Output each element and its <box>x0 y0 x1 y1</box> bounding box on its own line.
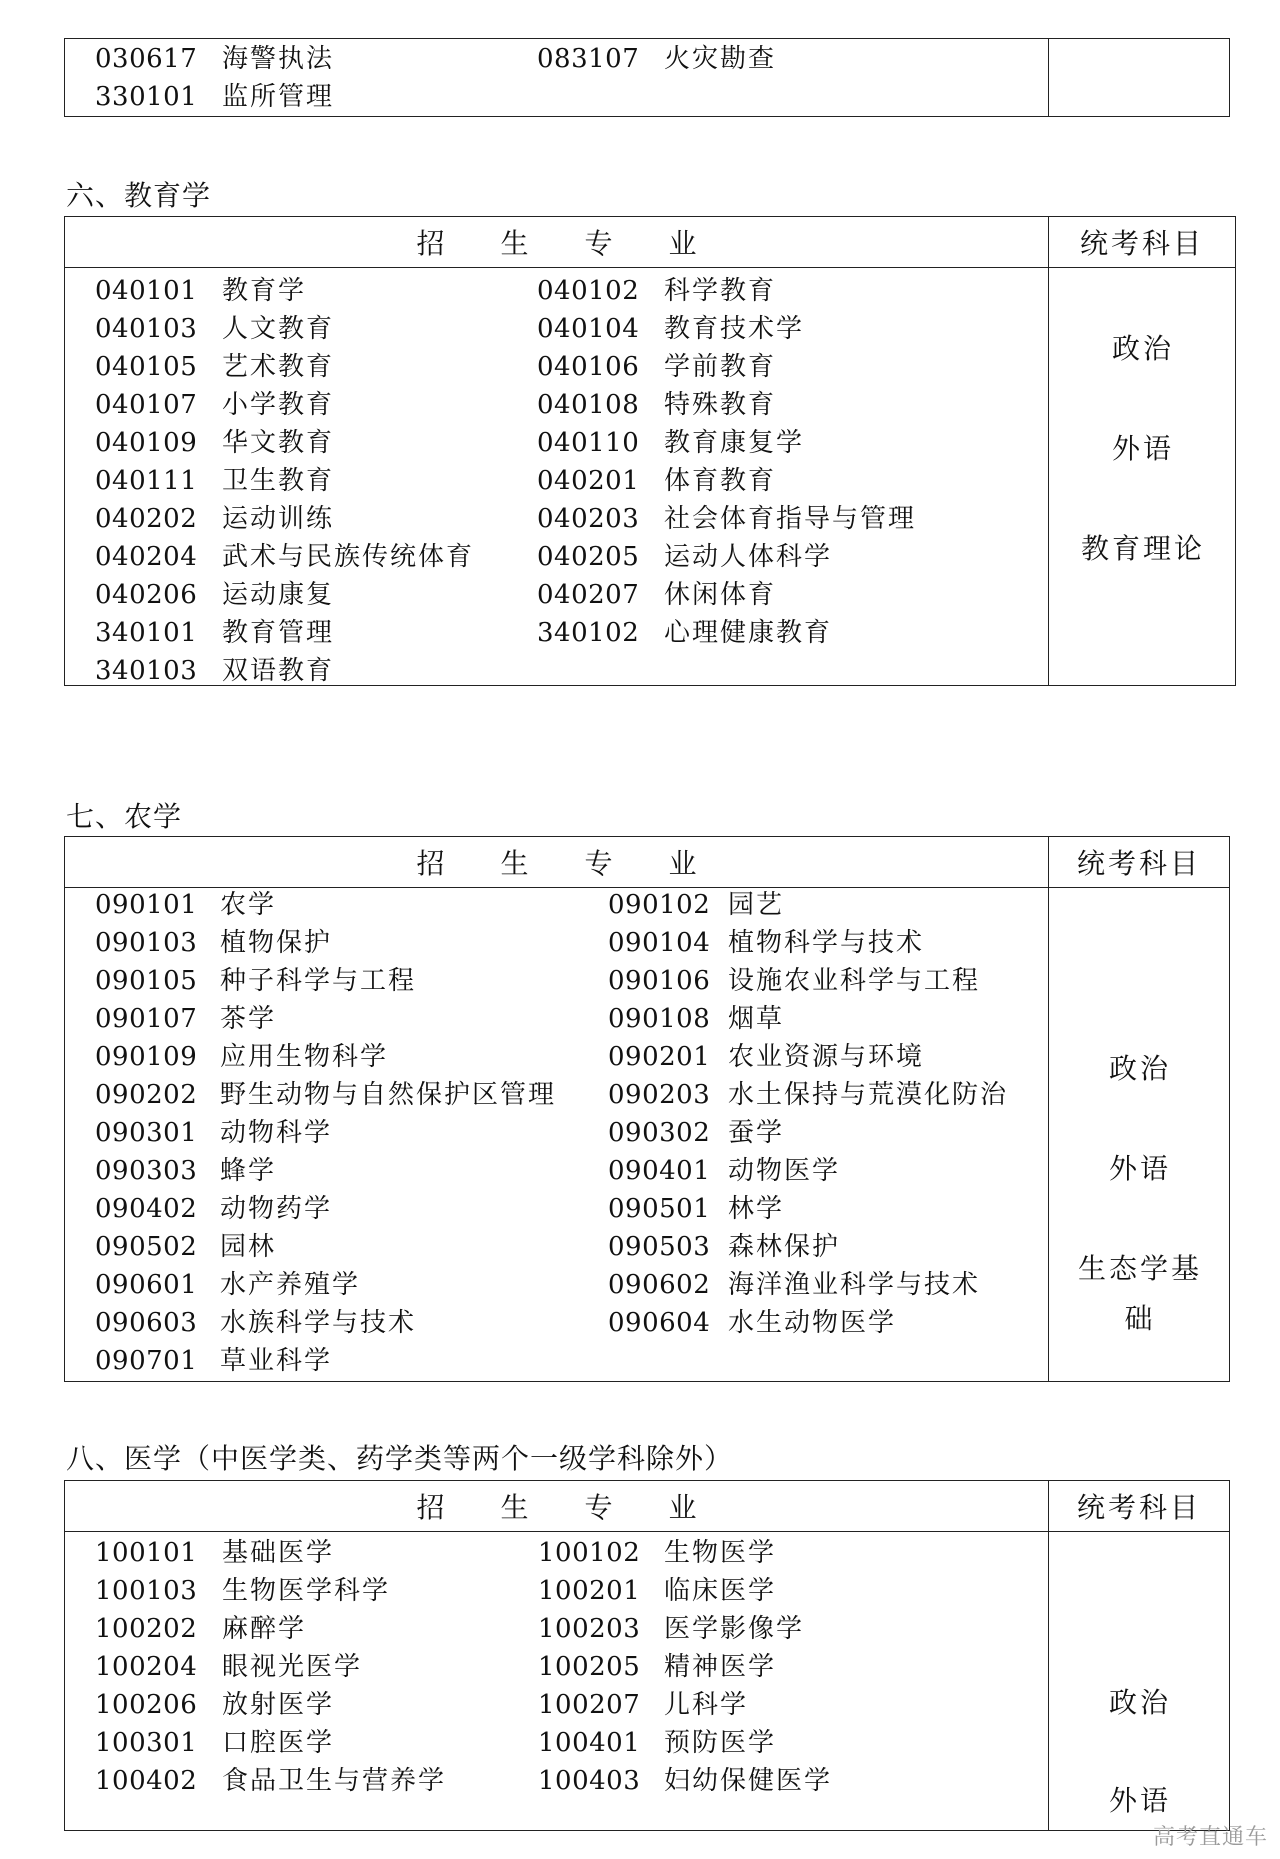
table-row <box>95 272 1035 310</box>
major-name: 水生动物医学 <box>728 1308 897 1338</box>
major-code: 090603 <box>95 1308 198 1338</box>
table-education <box>64 216 1236 686</box>
major-code: 100205 <box>538 1652 641 1682</box>
major-name: 放射医学 <box>222 1690 335 1720</box>
table-row <box>95 614 1035 652</box>
major-name: 监所管理 <box>222 82 335 112</box>
major-name: 社会体育指导与管理 <box>664 504 917 534</box>
major-name: 儿科学 <box>664 1690 749 1720</box>
section-title-agriculture: 七、农学 <box>66 800 183 833</box>
table-row <box>95 386 1035 424</box>
major-code: 090108 <box>608 1004 711 1034</box>
major-code: 090503 <box>608 1232 711 1262</box>
section-title-education: 六、教育学 <box>66 179 212 212</box>
major-code: 100103 <box>95 1576 198 1606</box>
major-name: 生物医学科学 <box>222 1576 391 1606</box>
column-divider <box>1048 1481 1049 1830</box>
subject-ecology-basics: 生态学基 <box>1077 1252 1202 1285</box>
major-name: 运动康复 <box>222 580 335 610</box>
major-code: 090602 <box>608 1270 711 1300</box>
table-row <box>95 78 1035 116</box>
major-name: 食品卫生与营养学 <box>222 1766 447 1796</box>
major-code: 090107 <box>95 1004 198 1034</box>
major-code: 040205 <box>537 542 640 572</box>
major-code: 040102 <box>537 276 640 306</box>
major-name: 基础医学 <box>222 1538 335 1568</box>
major-code: 040101 <box>95 276 198 306</box>
major-name: 武术与民族传统体育 <box>222 542 475 572</box>
major-code: 090101 <box>95 890 198 920</box>
major-name: 教育康复学 <box>664 428 805 458</box>
major-code: 090501 <box>608 1194 711 1224</box>
major-code: 040110 <box>537 428 640 458</box>
major-code: 090201 <box>608 1042 711 1072</box>
major-name: 海洋渔业科学与技术 <box>728 1270 981 1300</box>
table-row <box>95 1572 1035 1610</box>
major-name: 人文教育 <box>222 314 335 344</box>
major-code: 040207 <box>537 580 640 610</box>
major-name: 特殊教育 <box>664 390 777 420</box>
major-name: 农业资源与环境 <box>728 1042 925 1072</box>
table-row <box>95 1342 1035 1380</box>
column-divider <box>1048 217 1049 685</box>
major-code: 040111 <box>95 466 198 496</box>
table-row <box>95 538 1035 576</box>
major-name: 植物科学与技术 <box>728 928 925 958</box>
major-code: 090203 <box>608 1080 711 1110</box>
table-agriculture <box>64 836 1230 1382</box>
table-row <box>95 1266 1035 1304</box>
major-code: 090106 <box>608 966 711 996</box>
major-code: 090202 <box>95 1080 198 1110</box>
major-code: 100207 <box>538 1690 641 1720</box>
major-code: 090302 <box>608 1118 711 1148</box>
table-row <box>95 1038 1035 1076</box>
major-name: 农学 <box>220 890 277 920</box>
major-name: 园艺 <box>728 890 785 920</box>
major-name: 预防医学 <box>664 1728 777 1758</box>
major-code: 040206 <box>95 580 198 610</box>
major-code: 090103 <box>95 928 198 958</box>
major-name: 临床医学 <box>664 1576 777 1606</box>
table-row <box>95 424 1035 462</box>
table-row <box>95 40 1035 78</box>
table-row <box>95 348 1035 386</box>
subject-politics: 政治 <box>1108 1686 1171 1719</box>
major-name: 体育教育 <box>664 466 777 496</box>
major-name: 种子科学与工程 <box>220 966 417 996</box>
header-major: 招生专业 <box>416 227 753 260</box>
table-row <box>95 652 1035 690</box>
table-row <box>95 886 1035 924</box>
major-code: 100102 <box>538 1538 641 1568</box>
major-name: 麻醉学 <box>222 1614 307 1644</box>
table-row <box>95 924 1035 962</box>
watermark: 高考直通车 <box>1152 1825 1268 1850</box>
major-name: 森林保护 <box>728 1232 841 1262</box>
subject-politics: 政治 <box>1111 332 1174 365</box>
major-code: 040106 <box>537 352 640 382</box>
table-row <box>95 310 1035 348</box>
major-code: 100301 <box>95 1728 198 1758</box>
major-name: 应用生物科学 <box>220 1042 389 1072</box>
table-medicine <box>64 1480 1230 1831</box>
major-name: 火灾勘查 <box>664 44 777 74</box>
major-code: 090102 <box>608 890 711 920</box>
table-header <box>65 837 1229 888</box>
major-name: 艺术教育 <box>222 352 335 382</box>
major-name: 植物保护 <box>220 928 333 958</box>
table-row <box>95 1648 1035 1686</box>
table-row <box>95 1610 1035 1648</box>
major-code: 330101 <box>95 82 198 112</box>
subject-foreign-language: 外语 <box>1108 1784 1171 1817</box>
table-header <box>65 1481 1229 1532</box>
major-name: 海警执法 <box>222 44 335 74</box>
major-name: 休闲体育 <box>664 580 777 610</box>
major-name: 水产养殖学 <box>220 1270 361 1300</box>
major-name: 动物科学 <box>220 1118 333 1148</box>
major-code: 090301 <box>95 1118 198 1148</box>
header-subjects: 统考科目 <box>1076 847 1201 880</box>
major-name: 医学影像学 <box>664 1614 805 1644</box>
major-code: 100204 <box>95 1652 198 1682</box>
major-code: 100402 <box>95 1766 198 1796</box>
table-row <box>95 1190 1035 1228</box>
major-code: 100201 <box>538 1576 641 1606</box>
table-row <box>95 576 1035 614</box>
major-code: 100202 <box>95 1614 198 1644</box>
major-name: 心理健康教育 <box>664 618 833 648</box>
table-row <box>95 1000 1035 1038</box>
major-code: 040108 <box>537 390 640 420</box>
major-name: 烟草 <box>728 1004 785 1034</box>
table-row <box>95 962 1035 1000</box>
major-name: 野生动物与自然保护区管理 <box>220 1080 557 1110</box>
major-code: 090104 <box>608 928 711 958</box>
table-row <box>95 1534 1035 1572</box>
table-row <box>95 1304 1035 1342</box>
major-code: 090601 <box>95 1270 198 1300</box>
major-code: 340101 <box>95 618 198 648</box>
table-row <box>95 1076 1035 1114</box>
major-name: 草业科学 <box>220 1346 333 1376</box>
major-code: 090303 <box>95 1156 198 1186</box>
major-name: 教育学 <box>222 276 307 306</box>
table-header <box>65 217 1235 268</box>
major-name: 园林 <box>220 1232 277 1262</box>
major-name: 蚕学 <box>728 1118 785 1148</box>
major-code: 090105 <box>95 966 198 996</box>
subject-foreign-language: 外语 <box>1111 432 1174 465</box>
column-divider <box>1048 837 1049 1381</box>
major-name: 设施农业科学与工程 <box>728 966 981 996</box>
major-code: 100203 <box>538 1614 641 1644</box>
major-name: 教育技术学 <box>664 314 805 344</box>
table-row <box>95 1114 1035 1152</box>
table-row <box>95 1686 1035 1724</box>
major-name: 华文教育 <box>222 428 335 458</box>
section-title-medicine: 八、医学（中医学类、药学类等两个一级学科除外） <box>66 1442 734 1475</box>
major-code: 090502 <box>95 1232 198 1262</box>
major-name: 茶学 <box>220 1004 277 1034</box>
major-code: 090402 <box>95 1194 198 1224</box>
subject-politics: 政治 <box>1108 1052 1171 1085</box>
major-code: 040203 <box>537 504 640 534</box>
column-divider <box>1048 39 1049 116</box>
major-code: 090401 <box>608 1156 711 1186</box>
subject-education-theory: 教育理论 <box>1080 532 1205 565</box>
major-code: 030617 <box>95 44 198 74</box>
major-name: 动物医学 <box>728 1156 841 1186</box>
header-subjects: 统考科目 <box>1076 1491 1201 1524</box>
major-name: 蜂学 <box>220 1156 277 1186</box>
major-name: 教育管理 <box>222 618 335 648</box>
header-major: 招生专业 <box>416 1491 753 1524</box>
subject-ecology-basics-cont: 础 <box>1124 1302 1156 1335</box>
major-code: 040104 <box>537 314 640 344</box>
major-name: 妇幼保健医学 <box>664 1766 833 1796</box>
major-name: 小学教育 <box>222 390 335 420</box>
major-name: 动物药学 <box>220 1194 333 1224</box>
header-subjects: 统考科目 <box>1079 227 1204 260</box>
table-row <box>95 500 1035 538</box>
major-code: 100401 <box>538 1728 641 1758</box>
major-code: 040202 <box>95 504 198 534</box>
major-code: 040204 <box>95 542 198 572</box>
major-name: 双语教育 <box>222 656 335 686</box>
major-code: 090109 <box>95 1042 198 1072</box>
major-code: 340103 <box>95 656 198 686</box>
table-row <box>95 1152 1035 1190</box>
major-name: 学前教育 <box>664 352 777 382</box>
table-prev <box>64 38 1230 117</box>
major-code: 040109 <box>95 428 198 458</box>
major-code: 090604 <box>608 1308 711 1338</box>
major-name: 水族科学与技术 <box>220 1308 417 1338</box>
major-code: 100101 <box>95 1538 198 1568</box>
table-row <box>95 1762 1035 1800</box>
major-name: 卫生教育 <box>222 466 335 496</box>
header-major: 招生专业 <box>416 847 753 880</box>
major-code: 340102 <box>537 618 640 648</box>
major-name: 水土保持与荒漠化防治 <box>728 1080 1009 1110</box>
major-name: 口腔医学 <box>222 1728 335 1758</box>
table-row <box>95 462 1035 500</box>
major-code: 040105 <box>95 352 198 382</box>
major-name: 生物医学 <box>664 1538 777 1568</box>
major-name: 运动人体科学 <box>664 542 833 572</box>
major-code: 083107 <box>537 44 640 74</box>
major-code: 090701 <box>95 1346 198 1376</box>
major-name: 科学教育 <box>664 276 777 306</box>
major-code: 100403 <box>538 1766 641 1796</box>
table-row <box>95 1724 1035 1762</box>
major-code: 040107 <box>95 390 198 420</box>
major-name: 林学 <box>728 1194 785 1224</box>
major-name: 精神医学 <box>664 1652 777 1682</box>
major-name: 运动训练 <box>222 504 335 534</box>
major-code: 040201 <box>537 466 640 496</box>
major-code: 100206 <box>95 1690 198 1720</box>
major-name: 眼视光医学 <box>222 1652 363 1682</box>
subject-foreign-language: 外语 <box>1108 1152 1171 1185</box>
table-row <box>95 1228 1035 1266</box>
major-code: 040103 <box>95 314 198 344</box>
